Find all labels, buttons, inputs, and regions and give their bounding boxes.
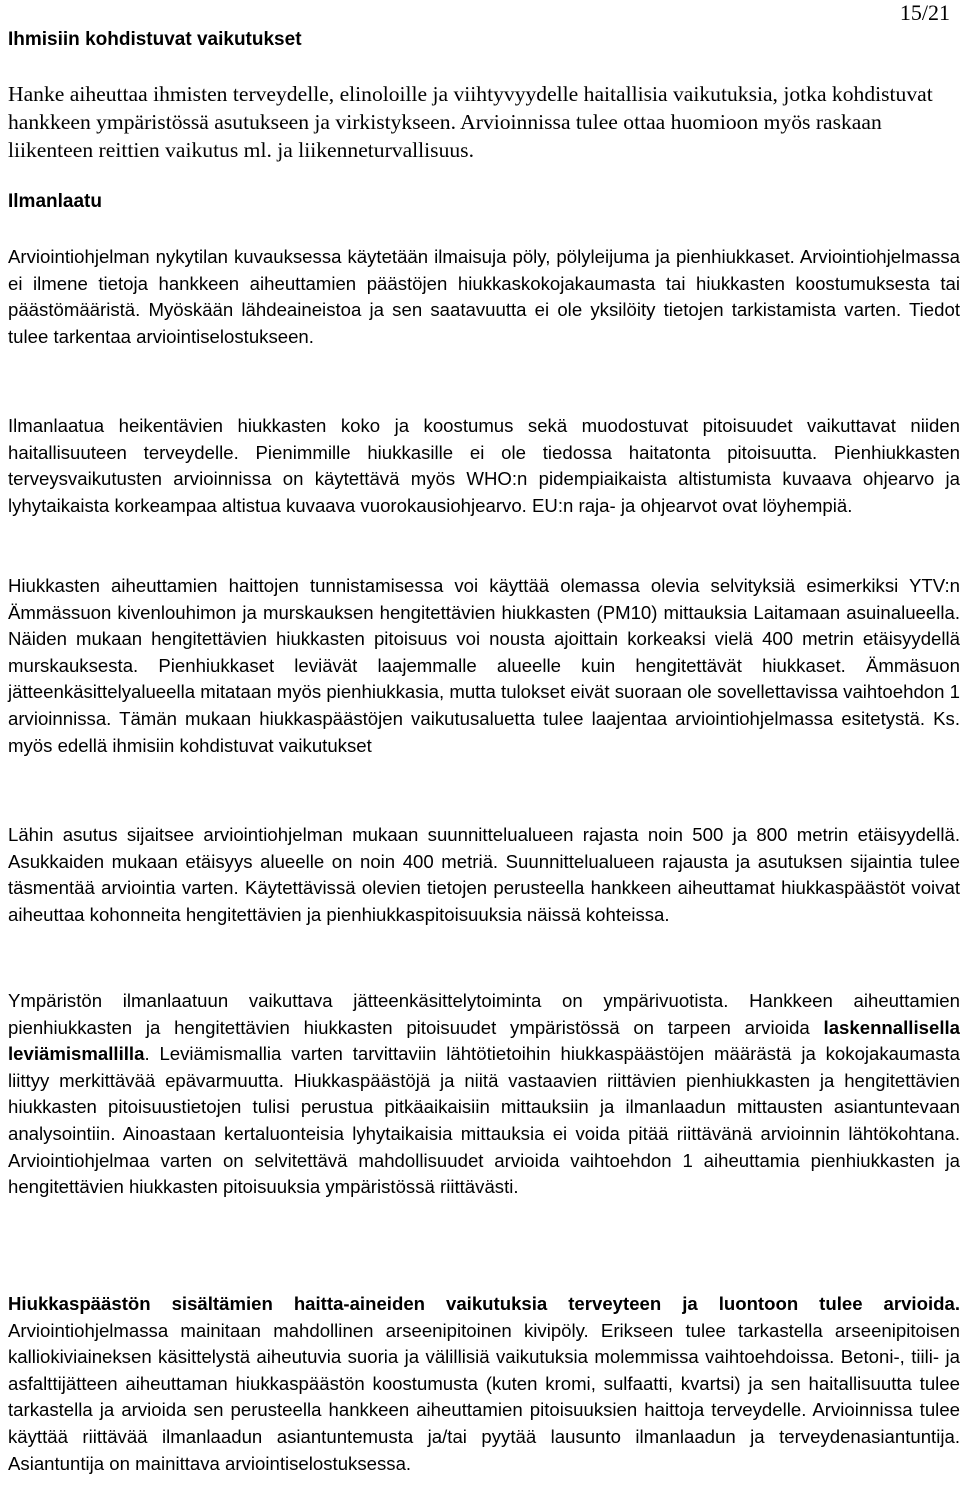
paragraph-5-emphasis: laskennallisella leviämismallilla xyxy=(8,1016,960,1065)
paragraph-1: Arviointiohjelman nykytilan kuvauksessa käytetään ilmaisuja pöly, pölyleijuma ja pienhiukkaset. Arviointiohjelmassa ei ilmene tietoja hankkeen aiheuttamien päästöjen hiukkaskokojakaumasta tai hiukkasten koostumuksesta tai päästömääristä. Myöskään lähdeaineistoa ja sen saatavuutta ei ole yksilöity tietojen tarkistamista varten. Tiedot tulee tarkentaa arviointiselostukseen. xyxy=(8,246,960,347)
subheading-ilmanlaatu: Ilmanlaatu xyxy=(8,191,102,212)
intro-paragraph: Hanke aiheuttaa ihmisten terveydelle, elinoloille ja viihtyvyydelle haitallisia vaikutuksia, jotka kohdistuvat hankkeen ympäristössä asutukseen ja virkistykseen. Arvioinnissa tulee ottaa huomioon myös raskaan liikenteen reittien vaikutus ml. ja liikenneturvallisuus. xyxy=(8,82,933,162)
paragraph-5-text-b: . Leviämismallia varten tarvittaviin lähtötietoihin hiukkaspäästöjen määrästä ja kokojakaumasta liittyy merkittävää epävarmuutta. Hiukkaspäästöjä ja niitä vastaavien riittävien pienhiukkasten ja hengitettävien hiukkasten pitoisuustietojen tulisi perustua pitkäaikaisiin mittauksiin ja ilmanlaadun mittausten asiantuntevaan analysointiin. Ainoastaan kertaluonteisia lyhytaikaisia mittauksia ei voida pitää riittävänä arvioinnin lähtökohtana. Arviointiohjelmaa varten on selvitettävä mahdollisuudet arvioida vaihtoehdon 1 aiheuttamia pienhiukkasten ja hengitettävien hiukkasten pitoisuuksia ympäristössä riittävästi. xyxy=(8,1043,960,1198)
paragraph-5 xyxy=(8,988,960,1201)
paragraph-6-text: Arviointiohjelmassa mainitaan mahdollinen arseenipitoinen kivipöly. Erikseen tulee tarkastella arseenipitoisen kalliokiviaineksen käsittelystä aiheutuvia suoria ja välillisiä vaikutuksia molemmissa vaihtoehdoissa. Betoni-, tiili- ja asfalttijätteen aiheuttaman hiukkaspäästön koostumusta (kuten kromi, sulfaatti, kvartsi) ja sen haitallisuutta tulee tarkastella ja arvioida sen perusteella hankkeen aiheuttamien pitoisuuksien haittoja terveydelle. Arvioinnissa tulee käyttää riittävää ilmanlaadun asiantuntemusta ja/tai pyytää lausunto ilmanlaadun ja terveydenasiantuntija. Asiantuntija on mainittava arviointiselostuksessa. xyxy=(8,1319,960,1474)
paragraph-6-emphasis: Hiukkaspäästön sisältämien haitta-aineiden vaikutuksia terveyteen ja luontoon tulee arvioida. xyxy=(8,1293,960,1314)
section-heading: Ihmisiin kohdistuvat vaikutukset xyxy=(8,29,302,50)
paragraph-3: Hiukkasten aiheuttamien haittojen tunnistamisessa voi käyttää olemassa olevia selvityksiä esimerkiksi YTV:n Ämmässuon kivenlouhimon ja murskauksen hengitettävien hiukkasten (PM10) mittauksia Laitamaan asuinalueella. Näiden mukaan hengitettävien hiukkasten pitoisuus voi nousta ajoittain korkeaksi vielä 400 metrin etäisyydellä murskauksesta. Pienhiukkaset leviävät laajemmalle alueelle kuin hengitettävät hiukkaset. Ämmäsuon jätteenkäsittelyalueella mitataan myös pienhiukkasia, mutta tulokset eivät suoraan ole sovellettavissa vaihtoehdon 1 arvioinnissa. Tämän mukaan hiukkaspäästöjen vaikutusaluetta tulee laajentaa arviointiohjelmassa esitetystä. Ks. myös edellä ihmisiin kohdistuvat vaikutukset xyxy=(8,575,960,756)
paragraph-4: Lähin asutus sijaitsee arviointiohjelman mukaan suunnittelualueen rajasta noin 500 ja 800 metrin etäisyydellä. Asukkaiden mukaan etäisyys alueelle on noin 400 metriä. Suunnittelualueen rajausta ja asutuksen sijaintia tulee täsmentää arviointia varten. Käytettävissä olevien tietojen perusteella hankkeen aiheuttamat hiukkaspäästöt voivat aiheuttaa kohonneita hengitettävien ja pienhiukkaspitoisuuksia näissä kohteissa. xyxy=(8,824,960,925)
paragraph-2: Ilmanlaatua heikentävien hiukkasten koko ja koostumus sekä muodostuvat pitoisuudet vaikuttavat niiden haitallisuuteen terveydelle. Pienimmille hiukkasille ei ole tiedossa haitatonta pitoisuutta. Pienhiukkasten terveysvaikutusten arvioinnissa on käytettävä myös WHO:n pidempiaikaista altistumista kuvaava ohjearvo ja lyhytaikaista korkeampaa altistua kuvaava vuorokausiohjearvo. EU:n raja- ja ohjearvot ovat löyhempiä. xyxy=(8,415,960,516)
paragraph-6 xyxy=(8,1291,960,1477)
paragraph-5-text-a: Ympäristön ilmanlaatuun vaikuttava jätteenkäsittelytoiminta on ympärivuotista. Hankkeen aiheuttamien pienhiukkasten ja hengitettävien hiukkasten pitoisuudet ympäristössä on tarpeen arvioida xyxy=(8,990,960,1038)
page-number: 15/21 xyxy=(899,0,950,25)
